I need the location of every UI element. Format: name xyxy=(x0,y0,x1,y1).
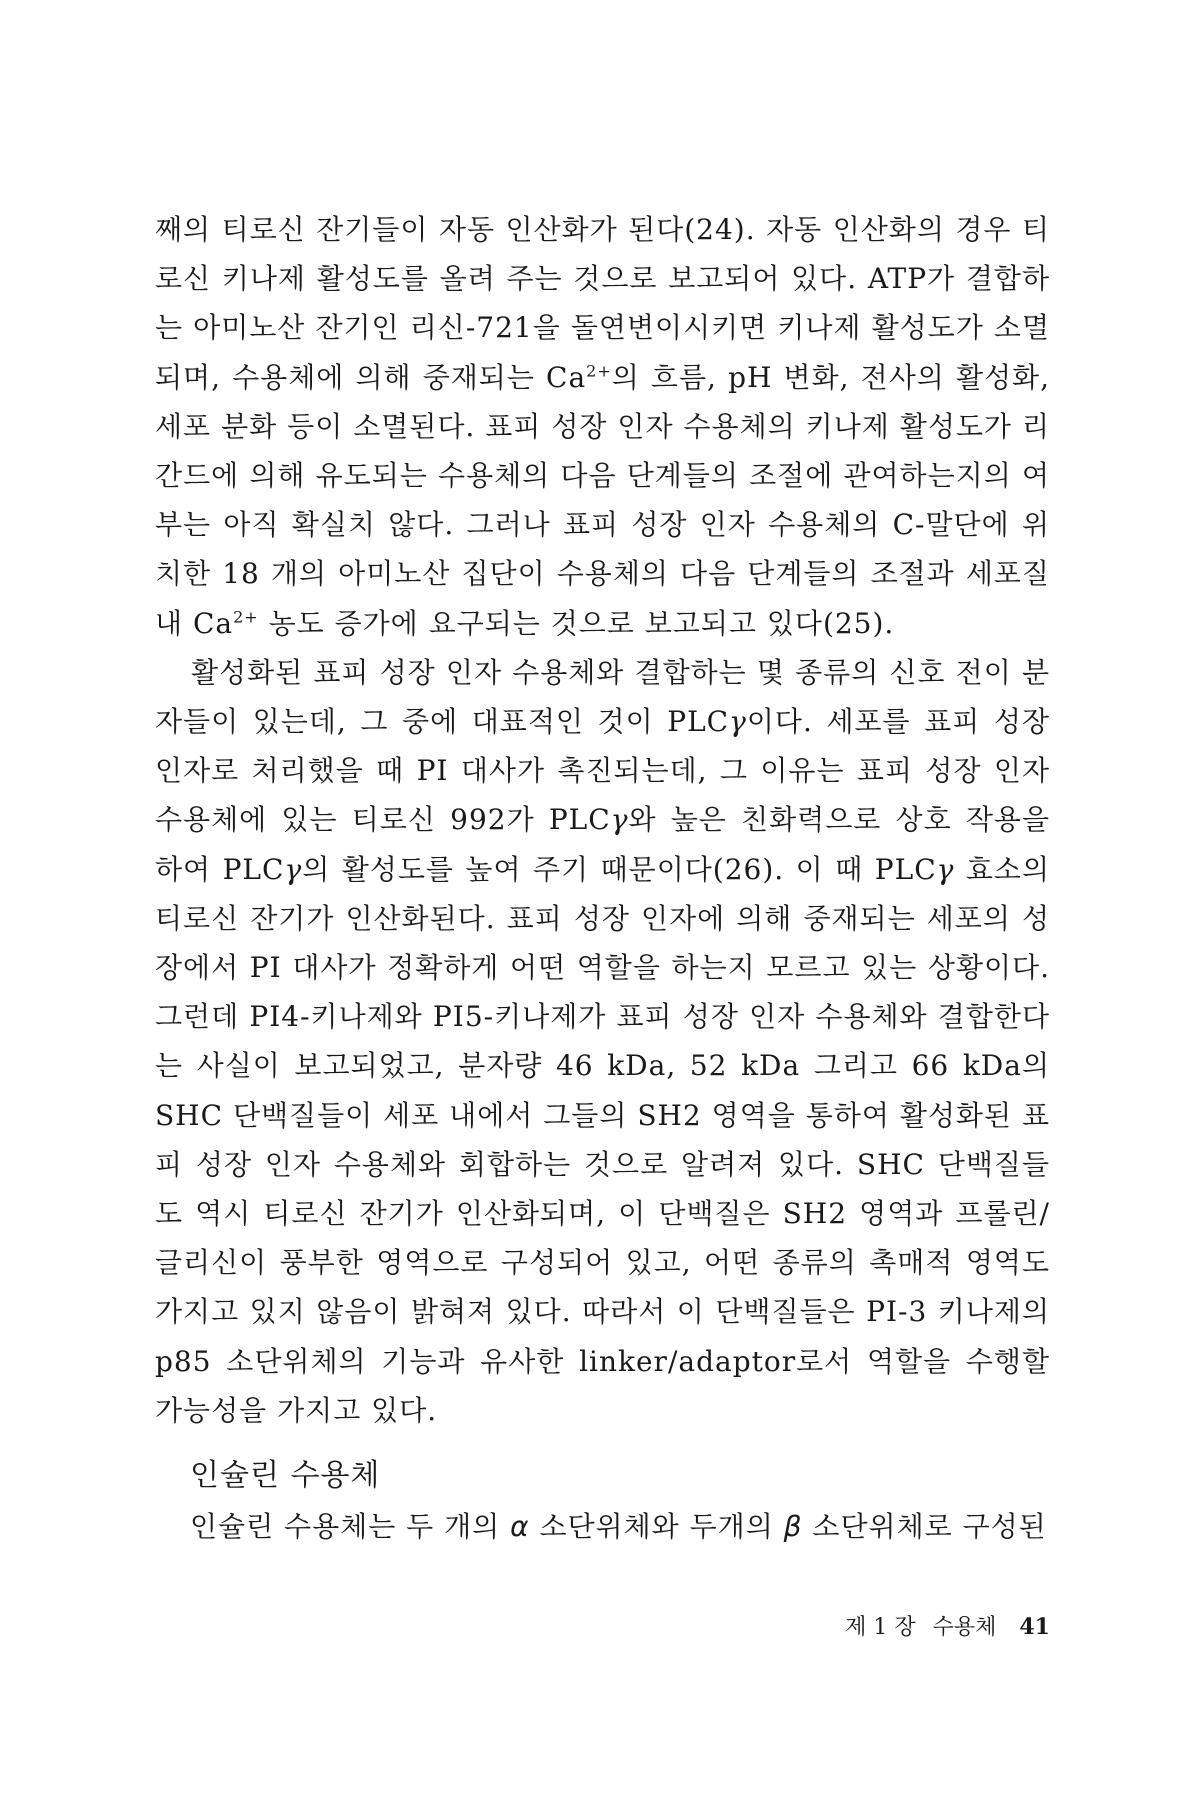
section-first-line xyxy=(190,1502,1050,1551)
insulin-receptor-section xyxy=(190,1452,1050,1551)
footer-chapter: 제 1 장 xyxy=(845,1615,916,1640)
section-heading: 인슐린 수용체 xyxy=(190,1458,381,1493)
paragraph-text: 의 흐름, pH 변화, 전사의 활성화, 세포 분화 등이 소멸된다. 표피 성장 인자 수용체의 키나제 활성도가 리간드에 의해 유도되는 수용체의 다음 단계들의 조절에 관여하는지의 여부는 아직 확실치 않다. 그러나 표피 성장 인자 수용체의 C-말단에 위치한 18 개의 아미노산 집단이 수용체의 다음 단계들의 조절과 세포질 내 Ca xyxy=(155,360,1051,640)
greek-alpha: α xyxy=(510,1510,530,1543)
greek-beta: β xyxy=(783,1510,803,1543)
paragraph xyxy=(155,205,1050,648)
paragraph-text: 활성화된 표피 성장 인자 수용체와 결합하는 몇 종류의 신호 전이 분자들이 있는데, 그 중에 대표적인 것이 PLC xyxy=(155,655,1050,739)
section-text-part: 인슐린 수용체는 두 개의 xyxy=(190,1510,511,1543)
superscript: 2+ xyxy=(233,607,259,627)
paragraph-text: 농도 증가에 요구되는 것으로 보고되고 있다(25). xyxy=(258,606,895,640)
section-text-part: 소단위체와 두개의 xyxy=(529,1510,784,1543)
paragraph-text: 이다. 세포를 표피 성장 인자로 처리했을 때 PI 대사가 촉진되는데, 그 이유는 표피 성장 인자 수용체에 있는 티로신 992가 PLC xyxy=(155,705,1050,837)
paragraph xyxy=(155,648,1050,1435)
paragraph-text: 의 활성도를 높여 주기 때문이다(26). 이 때 PLC xyxy=(302,852,937,886)
page-footer xyxy=(740,1612,1050,1643)
greek-symbol: γ xyxy=(729,705,747,739)
paragraph-text: 째의 티로신 잔기들이 자동 인산화가 된다(24). 자동 인산화의 경우 티로신 키나제 활성도를 올려 주는 것으로 보고되어 있다. ATP가 결합하는 아미노산 잔기인 리신-721을 돌연변이시키면 키나제 활성도가 소멸되며, 수용체에 의해 중재되는 Ca xyxy=(155,213,1050,394)
greek-symbol: γ xyxy=(284,852,303,886)
body-text xyxy=(155,205,1050,1435)
superscript: 2+ xyxy=(586,361,612,381)
greek-symbol: γ xyxy=(610,803,629,837)
section-text-part: 소단위체로 구성된 xyxy=(802,1510,1047,1543)
greek-symbol: γ xyxy=(936,852,955,886)
footer-title: 수용체 xyxy=(932,1615,997,1640)
paragraph-text: 효소의 티로신 잔기가 인산화된다. 표피 성장 인자에 의해 중재되는 세포의 성장에서 PI 대사가 정확하게 어떤 역할을 하는지 모르고 있는 상황이다. 그런데 PI4-키나제와 PI5-키나제가 표피 성장 인자 수용체와 결합한다는 사실이 보고되었고, 분자량 46 kDa, 52 kDa 그리고 66 kDa의 SHC 단백질들이 세포 내에서 그들의 SH2 영역을 통하여 활성화된 표피 성장 인자 수용체와 회합하는 것으로 알려져 있다. SHC 단백질들도 역시 티로신 잔기가 인산화되며, 이 단백질은 SH2 영역과 프롤린/글리신이 풍부한 영역으로 구성되어 있고, 어떤 종류의 촉매적 영역도 가지고 있지 않음이 밝혀져 있다. 따라서 이 단백질들은 PI-3 키나제의 p85 소단위체의 기능과 유사한 linker/adaptor로서 역할을 수행할 가능성을 가지고 있다. xyxy=(155,852,1050,1427)
page-number: 41 xyxy=(1019,1614,1050,1640)
paragraph-text: 와 높은 친화력으로 상호 작용을 하여 PLC xyxy=(155,803,1051,886)
